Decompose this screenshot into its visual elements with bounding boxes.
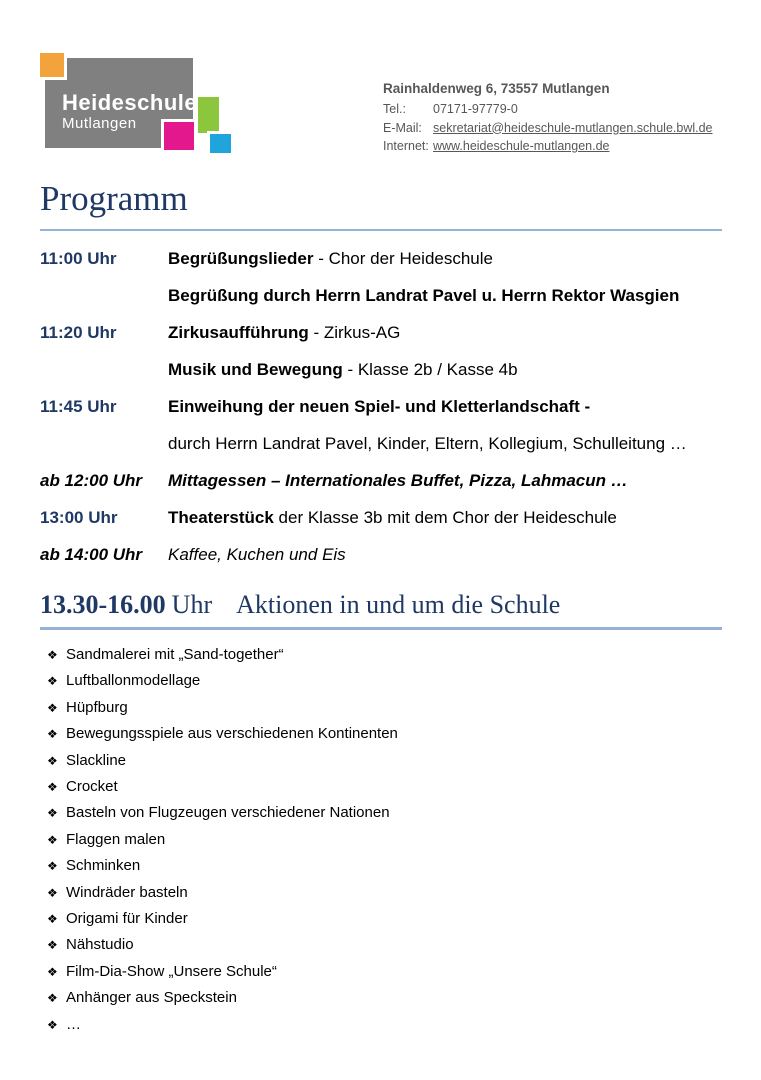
- contact-website-row: [383, 137, 723, 156]
- diamond-bullet-icon: ❖: [47, 885, 58, 900]
- email-label: E-Mail:: [383, 120, 422, 135]
- diamond-bullet-icon: ❖: [47, 806, 58, 821]
- diamond-bullet-icon: ❖: [47, 991, 58, 1006]
- event-detail: - Klasse 2b / Kasse 4b: [342, 360, 518, 379]
- schedule-time: 13:00 Uhr: [40, 508, 118, 527]
- list-item: [47, 642, 722, 668]
- list-item: [47, 959, 722, 985]
- list-item: [47, 853, 722, 879]
- schedule-description: [168, 286, 722, 306]
- schedule-description: durch Herrn Landrat Pavel, Kinder, Eltern, Kollegium, Schulleitung …: [168, 434, 687, 453]
- event-title: Zirkusaufführung: [168, 323, 309, 342]
- list-item: [47, 985, 722, 1011]
- diamond-bullet-icon: ❖: [47, 912, 58, 927]
- schedule-description: [168, 508, 722, 528]
- contact-email-row: [383, 119, 723, 138]
- event-title: Begrüßungslieder: [168, 249, 314, 268]
- diamond-bullet-icon: ❖: [47, 832, 58, 847]
- list-item: [47, 827, 722, 853]
- schedule-time: [40, 286, 168, 306]
- activity-label: …: [66, 1015, 81, 1033]
- schedule-time: 11:20 Uhr: [40, 323, 117, 342]
- schedule-time: [40, 434, 168, 454]
- schedule-row: [40, 545, 722, 565]
- list-item: [47, 880, 722, 906]
- event-title: Theaterstück: [168, 508, 274, 527]
- schedule: [40, 249, 722, 565]
- schedule-row: [40, 397, 722, 417]
- schedule-description: Kaffee, Kuchen und Eis: [168, 545, 346, 564]
- logo-school-city: Mutlangen: [62, 115, 137, 132]
- website-label: Internet:: [383, 139, 429, 153]
- activity-label: Windräder basteln: [66, 883, 188, 901]
- activity-label: Origami für Kinder: [66, 910, 188, 928]
- schedule-time: [40, 360, 168, 380]
- schedule-description: [168, 323, 722, 343]
- schedule-row: [40, 360, 722, 380]
- activity-label: Crocket: [66, 778, 118, 796]
- list-item: [47, 800, 722, 826]
- list-item: [47, 774, 722, 800]
- diamond-bullet-icon: ❖: [47, 780, 58, 795]
- event-title: Musik und Bewegung: [168, 360, 343, 379]
- logo-orange-square-icon: [40, 53, 64, 77]
- contact-block: [383, 80, 723, 156]
- section-time-unit: Uhr: [171, 590, 213, 619]
- schedule-time: 11:00 Uhr: [40, 249, 117, 268]
- logo-green-square-icon: [198, 97, 219, 133]
- schedule-row: [40, 434, 722, 454]
- contact-phone-row: [383, 100, 723, 119]
- activity-label: Slackline: [66, 751, 127, 769]
- list-item: [47, 1012, 722, 1038]
- diamond-bullet-icon: ❖: [47, 1017, 58, 1032]
- logo-blue-square-icon: [210, 134, 231, 153]
- school-logo: [38, 50, 273, 155]
- email-link[interactable]: sekretariat@heideschule-mutlangen.schule.bwl.de: [433, 120, 713, 135]
- activity-label: Flaggen malen: [66, 830, 166, 848]
- diamond-bullet-icon: ❖: [47, 753, 58, 768]
- diamond-bullet-icon: ❖: [47, 859, 58, 874]
- schedule-description: Mittagessen – Internationales Buffet, Pizza, Lahmacun …: [168, 471, 628, 490]
- event-title: Einweihung der neuen Spiel- und Kletterlandschaft -: [168, 397, 591, 416]
- activity-label: Nähstudio: [66, 936, 134, 954]
- logo-pink-square-icon: [164, 122, 194, 150]
- schedule-row: [40, 471, 722, 491]
- schedule-row: [40, 508, 722, 528]
- activity-label: Basteln von Flugzeugen verschiedener Nationen: [66, 804, 390, 822]
- phone-number: 07171-97779-0: [433, 102, 518, 116]
- main-content: [40, 181, 722, 1038]
- logo-school-name: Heideschule: [62, 90, 198, 115]
- diamond-bullet-icon: ❖: [47, 727, 58, 742]
- schedule-time: ab 12:00 Uhr: [40, 471, 143, 490]
- list-item: [47, 668, 722, 694]
- diamond-bullet-icon: ❖: [47, 964, 58, 979]
- event-title: Begrüßung durch Herrn Landrat Pavel u. Herrn Rektor Wasgien: [168, 286, 680, 305]
- list-item: [47, 906, 722, 932]
- list-item: [47, 932, 722, 958]
- activity-list: [40, 642, 722, 1038]
- list-item: [47, 721, 722, 747]
- schedule-row: [40, 249, 722, 269]
- schedule-row: [40, 286, 722, 306]
- schedule-time: ab 14:00 Uhr: [40, 545, 143, 564]
- diamond-bullet-icon: ❖: [47, 700, 58, 715]
- section-heading: [40, 591, 722, 630]
- list-item: [47, 695, 722, 721]
- event-detail: - Zirkus-AG: [308, 323, 401, 342]
- diamond-bullet-icon: ❖: [47, 674, 58, 689]
- activity-label: Film-Dia-Show „Unsere Schule“: [66, 962, 277, 980]
- contact-address: Rainhaldenweg 6, 73557 Mutlangen: [383, 81, 610, 96]
- event-detail: - Chor der Heideschule: [313, 249, 493, 268]
- schedule-row: [40, 323, 722, 343]
- activity-label: Sandmalerei mit „Sand-together“: [66, 646, 284, 663]
- section-time: 13.30-16.00: [40, 590, 166, 619]
- activity-label: Schminken: [66, 857, 141, 875]
- schedule-description: [168, 397, 722, 417]
- website-link[interactable]: www.heideschule-mutlangen.de: [433, 139, 610, 153]
- activity-label: Anhänger aus Speckstein: [66, 989, 237, 1007]
- page-title: Programm: [40, 181, 722, 231]
- activity-label: Hüpfburg: [66, 698, 128, 716]
- schedule-description: [168, 249, 722, 269]
- diamond-bullet-icon: ❖: [47, 938, 58, 953]
- event-detail: der Klasse 3b mit dem Chor der Heideschule: [273, 508, 617, 527]
- schedule-description: [168, 360, 722, 380]
- section-label: Aktionen in und um die Schule: [236, 590, 561, 619]
- phone-label: Tel.:: [383, 102, 406, 116]
- activity-label: Bewegungsspiele aus verschiedenen Kontinenten: [66, 725, 398, 743]
- list-item: [47, 748, 722, 774]
- activity-label: Luftballonmodellage: [66, 672, 201, 690]
- diamond-bullet-icon: ❖: [47, 648, 58, 662]
- schedule-time: 11:45 Uhr: [40, 397, 117, 416]
